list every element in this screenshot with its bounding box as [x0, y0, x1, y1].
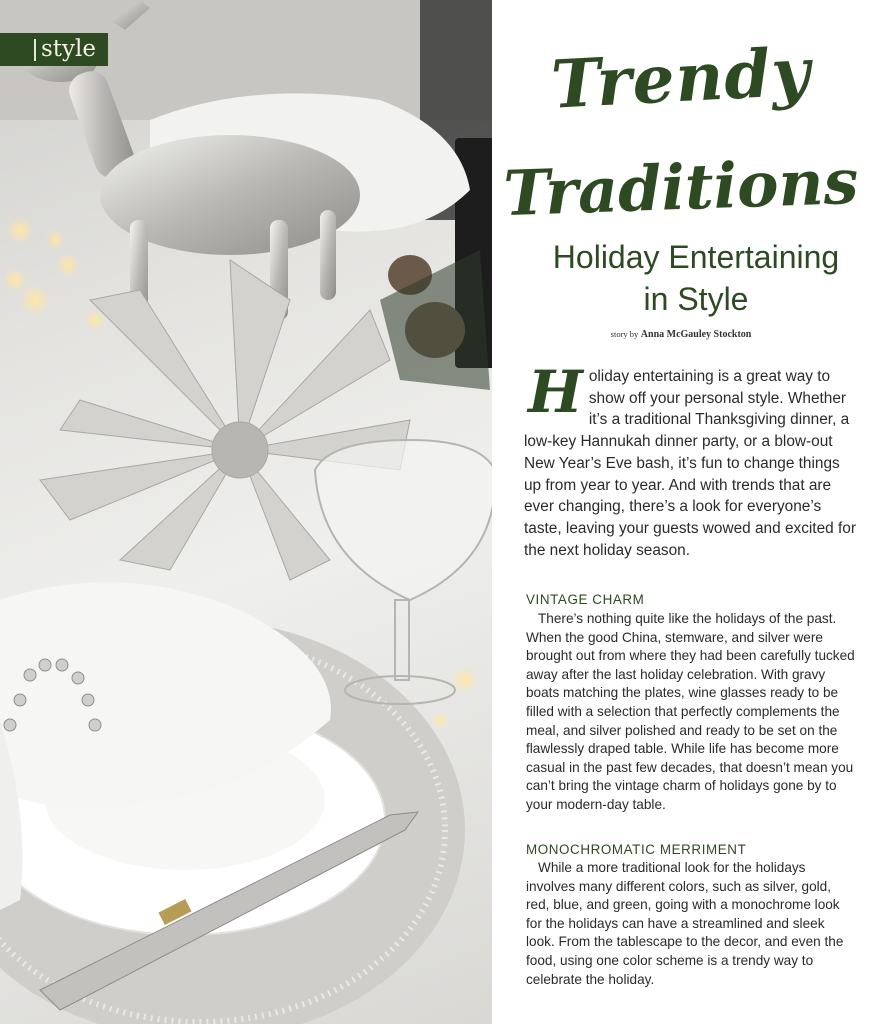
- byline: [522, 329, 840, 340]
- section-paragraph-monochromatic-merriment: [526, 859, 856, 989]
- intro-text: oliday entertaining is a great way to show off your personal style. Whether it’s a traditional Thanksgiving dinner, a low-key Hannukah dinner party, or a blow-out New Year’s Eve bash, it’s fun to change things up from year to year. And with trends that are ever changing, there’s a look for everyone’s taste, leaving your guests wowed and excited for the next holiday season.: [524, 368, 856, 559]
- drop-cap: H: [528, 358, 583, 426]
- byline-author: Anna McGauley Stockton: [640, 329, 752, 340]
- section-text: While a more traditional look for the holidays involves many different colors, such as silver, gold, red, blue, and green, going with a monochrome look for the holidays can have a streamlined and sleek look. From the tablescape to the decor, and even the food, using one color scheme is a trendy way to celebrate the holiday.: [526, 860, 844, 987]
- section-text: There’s nothing quite like the holidays of the past. When the good China, stemware, and silver were brought out from where they had been carefully tucked away after the last holiday celebration. With gravy boats matching the plates, wine glasses ready to be filled with a selection that perfectly complements the meal, and silver polished and ready to be set on the flawlessly draped table. While life has become more casual in the past few decades, that doesn’t mean you can’t bring the vintage charm of holidays gone by to your modern-day table.: [526, 611, 855, 812]
- section-heading-vintage-charm: VINTAGE CHARM: [526, 592, 645, 607]
- subtitle-line-1: Holiday Entertaining: [552, 239, 840, 275]
- section-heading-monochromatic-merriment: MONOCHROMATIC MERRIMENT: [526, 842, 747, 857]
- title-line-1: Trendy: [549, 32, 813, 124]
- pine-cones: [380, 250, 490, 390]
- title-line-2: Traditions: [502, 144, 860, 231]
- subtitle-line-2: in Style: [643, 281, 749, 317]
- section-tag-label: style: [41, 36, 97, 62]
- section-paragraph-vintage-charm: [526, 610, 856, 815]
- byline-prefix: story by: [610, 329, 639, 339]
- article-column: [492, 0, 870, 1024]
- intro-paragraph: [524, 358, 856, 561]
- subtitle: [522, 236, 870, 320]
- section-tag: [0, 33, 108, 66]
- section-tag-divider: [34, 39, 36, 61]
